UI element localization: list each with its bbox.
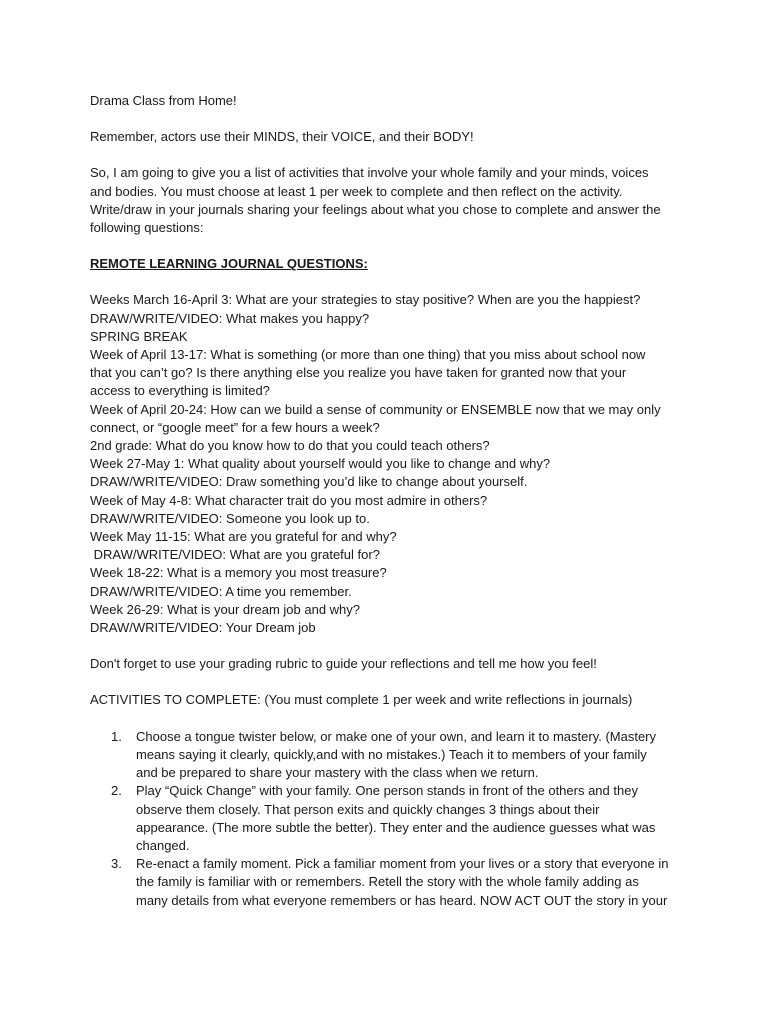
question-line: DRAW/WRITE/VIDEO: Draw something you’d like to change about yourself. [90,474,528,490]
question-line: Week 27-May 1: What quality about yourself would you like to change and why? [90,456,551,472]
activity-number: 1. [111,728,122,744]
spacer [90,237,686,255]
activity-line: observe them closely. That person exits and quickly changes 3 things about their [136,801,600,817]
spacer [90,273,686,291]
intro-line: following questions: [90,220,204,236]
reminder-text: Remember, actors use their MINDS, their VOICE, and their BODY! [90,129,474,145]
question-line: Week 26-29: What is your dream job and why? [90,601,361,617]
question-line: Week of April 13-17: What is something (or more than one thing) that you miss about school now [90,347,646,363]
activities-heading: ACTIVITIES TO COMPLETE: (You must complete 1 per week and write reflections in journals) [90,692,633,708]
question-line: access to everything is limited? [90,383,270,399]
activity-item [90,782,686,855]
question-line: DRAW/WRITE/VIDEO: Someone you look up to. [90,510,370,526]
activity-line: the family is familiar with or remembers. Retell the story with the whole family adding as [136,874,639,890]
activity-line: means saying it clearly, quickly,and with no mistakes.) Teach it to members of your family [136,746,647,762]
activity-item [90,728,686,783]
intro-line: Write/draw in your journals sharing your feelings about what you chose to complete and answer the [90,201,661,217]
activity-line: Play “Quick Change” with your family. One person stands in front of the others and they [136,783,638,799]
spacer [90,110,686,128]
journal-questions [90,291,686,637]
intro-paragraph [90,164,686,237]
question-line: DRAW/WRITE/VIDEO: What makes you happy? [90,310,370,326]
rubric-note: Don't forget to use your grading rubric to guide your reflections and tell me how you feel! [90,656,597,672]
question-line: that you can’t go? Is there anything else you realize you have taken for granted now that your [90,365,627,381]
activity-line: Choose a tongue twister below, or make one of your own, and learn it to mastery. (Mastery [136,728,657,744]
question-line: Week May 11-15: What are you grateful for and why? [90,529,397,545]
question-line: Week of May 4-8: What character trait do you most admire in others? [90,492,488,508]
question-line: Week 18-22: What is a memory you most treasure? [90,565,387,581]
question-line: DRAW/WRITE/VIDEO: Your Dream job [90,620,316,636]
activity-line: many details from what everyone remembers or has heard. NOW ACT OUT the story in your [136,892,668,908]
activities-list [90,728,686,910]
activity-number: 3. [111,856,122,872]
question-line: Week of April 20-24: How can we build a sense of community or ENSEMBLE now that we may only [90,401,661,417]
spacer [90,673,686,691]
questions-heading: REMOTE LEARNING JOURNAL QUESTIONS: [90,256,368,272]
question-line: DRAW/WRITE/VIDEO: What are you grateful for? [90,547,380,563]
question-line: SPRING BREAK [90,328,188,344]
question-line: DRAW/WRITE/VIDEO: A time you remember. [90,583,352,599]
spacer [90,710,686,728]
spacer [90,637,686,655]
intro-line: and bodies. You must choose at least 1 per week to complete and then reflect on the activity. [90,183,623,199]
activity-number: 2. [111,783,122,799]
activity-item [90,855,686,910]
activity-line: and be prepared to share your mastery with the class when we return. [136,765,539,781]
document-title: Drama Class from Home! [90,93,237,108]
activity-line: Re-enact a family moment. Pick a familiar moment from your lives or a story that everyone in [136,856,669,872]
activity-line: changed. [136,837,190,853]
question-line: connect, or “google meet” for a few hours a week? [90,419,380,435]
question-line: Weeks March 16-April 3: What are your strategies to stay positive? When are you the happiest? [90,292,641,308]
question-line: 2nd grade: What do you know how to do that you could teach others? [90,438,490,454]
intro-line: So, I am going to give you a list of activities that involve your whole family and your minds, voices [90,165,649,181]
document-page [90,92,686,910]
activity-line: appearance. (The more subtle the better). They enter and the audience guesses what was [136,819,656,835]
spacer [90,146,686,164]
